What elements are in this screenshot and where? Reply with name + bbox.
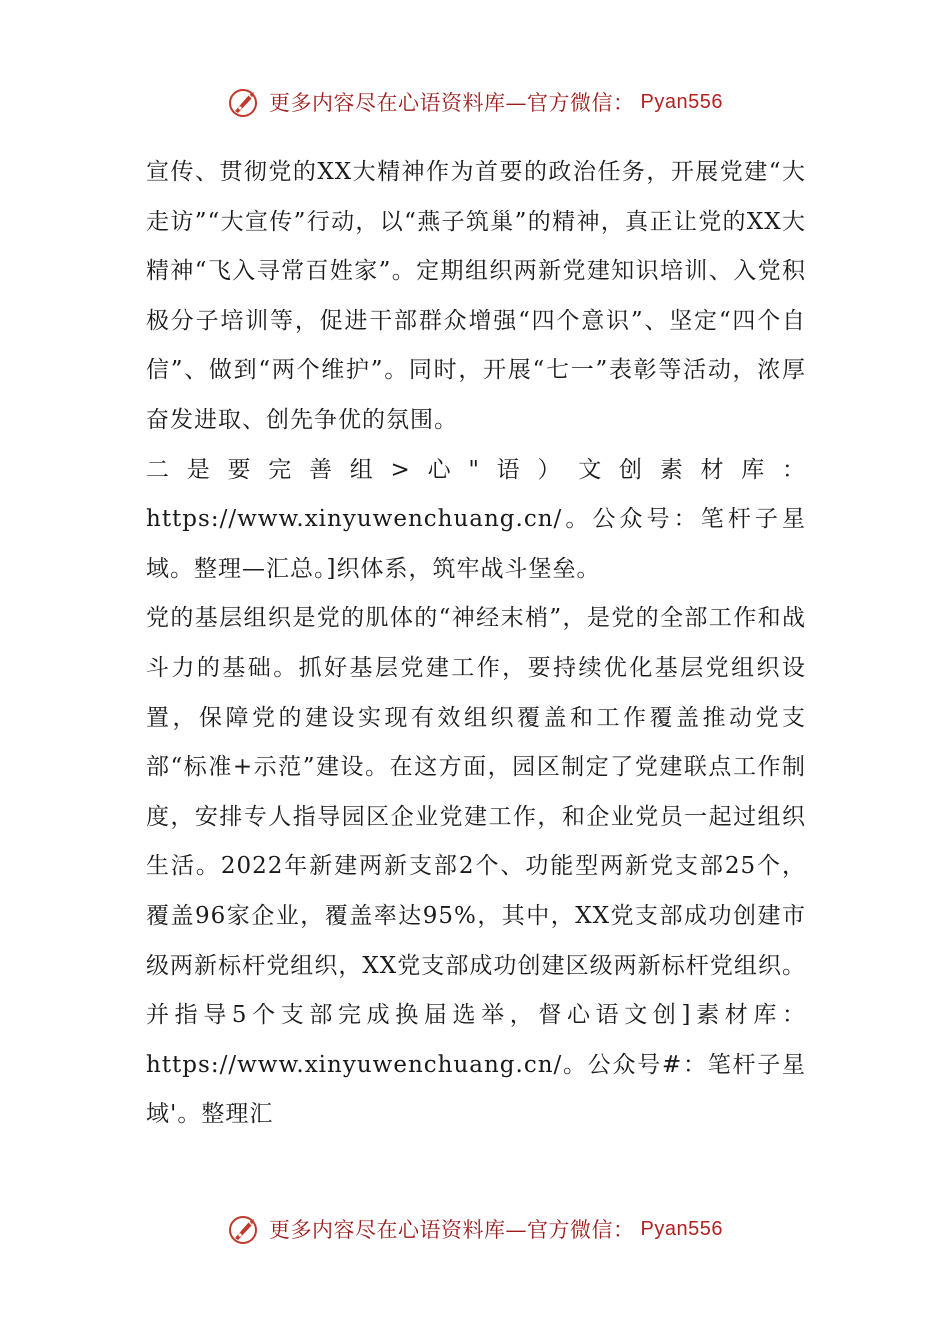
header-banner — [0, 82, 950, 122]
header-banner-text: 更多内容尽在心语资料库—官方微信： — [269, 91, 635, 115]
pen-nib-logo-icon — [227, 1211, 263, 1247]
paragraph-2: 二是要完善组>心"语）文创素材库：https://www.xinyuwenchuang.cn/。公众号：笔杆子星域。整理—汇总。]织体系，筑牢战斗堡垒。 — [146, 456, 806, 582]
pen-nib-logo-icon — [227, 84, 263, 120]
document-body — [146, 148, 806, 1140]
footer-banner — [0, 1209, 950, 1249]
footer-wechat-id: Pyan556 — [640, 1217, 723, 1240]
paragraph-1: 宣传、贯彻党的XX大精神作为首要的政治任务，开展党建“大走访”“大宣传”行动，以“燕子筑巢”的精神，真正让党的XX大精神“飞入寻常百姓家”。定期组织两新党建知识培训、入党积极分子培训等，促进干部群众增强“四个意识”、坚定“四个自信”、做到“两个维护”。同时，开展“七一”表彰等活动，浓厚奋发进取、创先争优的氛围。 — [146, 159, 806, 433]
paragraph-3: 党的基层组织是党的肌体的“神经末梢”，是党的全部工作和战斗力的基础。抓好基层党建工作，要持续优化基层党组织设置，保障党的建设实现有效组织覆盖和工作覆盖推动党支部“标准+示范”建设。在这方面，园区制定了党建联点工作制度，安排专人指导园区企业党建工作，和企业党员一起过组织生活。2022年新建两新支部2个、功能型两新党支部25个，覆盖96家企业，覆盖率达95%，其中，XX党支部成功创建市级两新标杆党组织，XX党支部成功创建区级两新标杆党组织。并指导5个支部完成换届选举，督心语文创]素材库：https://www.xinyuwenchuang.cn/。公众号#：笔杆子星域'。整理汇 — [146, 605, 806, 1128]
footer-banner-text: 更多内容尽在心语资料库—官方微信： — [269, 1218, 635, 1242]
header-wechat-id: Pyan556 — [640, 90, 723, 113]
